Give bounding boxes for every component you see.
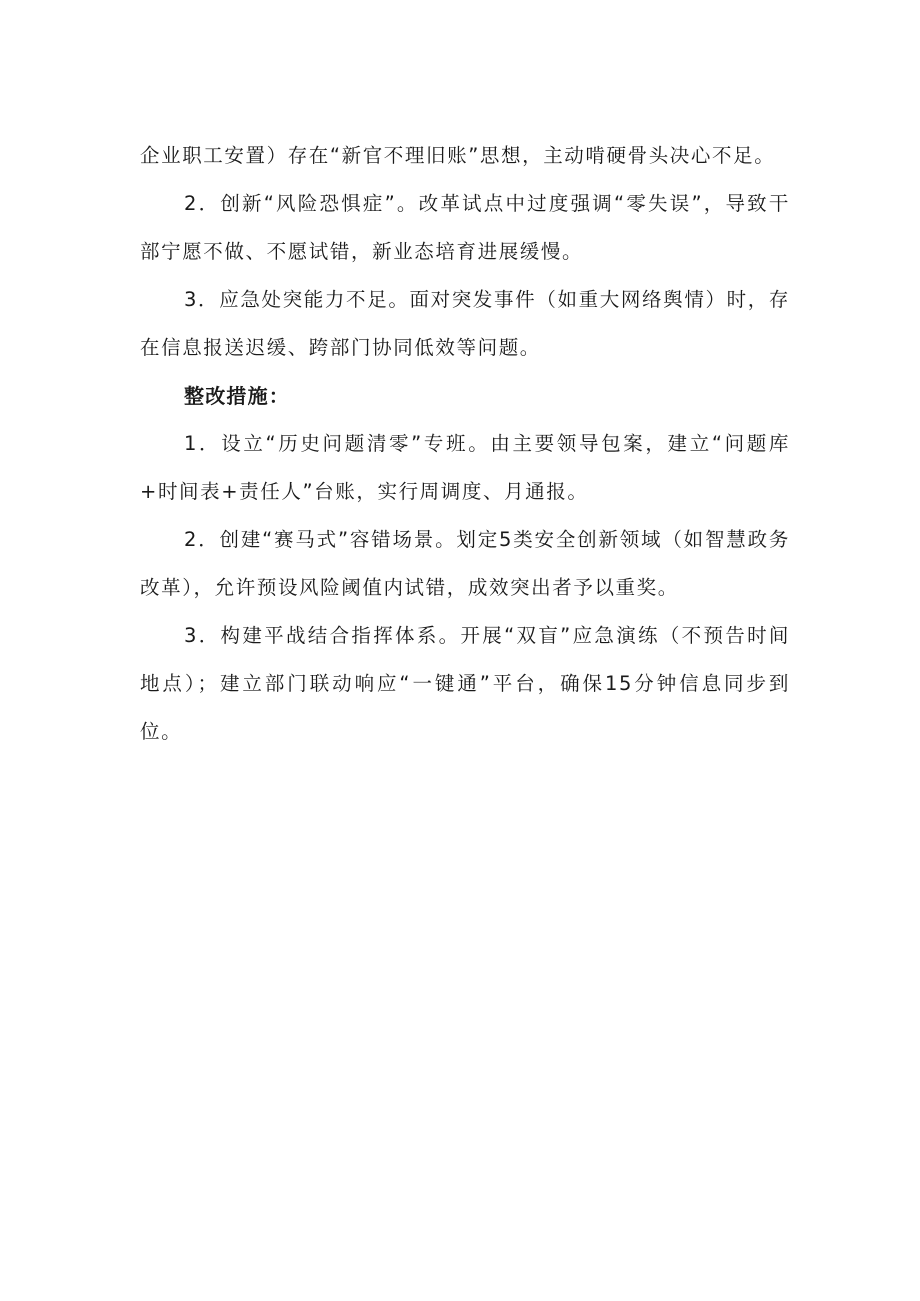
paragraph-problem-3: 3．应急处突能力不足。面对突发事件（如重大网络舆情）时，存在信息报送迟缓、跨部门协同低效等问题。 bbox=[140, 288, 790, 359]
paragraph-measure-1: 1．设立“历史问题清零”专班。由主要领导包案，建立“问题库+时间表+责任人”台账，实行周调度、月通报。 bbox=[140, 432, 790, 503]
paragraph-measure-3: 3．构建平战结合指挥体系。开展“双盲”应急演练（不预告时间地点）；建立部门联动响应“一键通”平台，确保15分钟信息同步到位。 bbox=[140, 624, 790, 743]
measures-heading: 整改措施： bbox=[184, 384, 290, 408]
paragraph-problem-continuation: 企业职工安置）存在“新官不理旧账”思想，主动啃硬骨头决心不足。 bbox=[140, 144, 776, 167]
document-body bbox=[140, 132, 790, 756]
paragraph-problem-2: 2．创新“风险恐惧症”。改革试点中过度强调“零失误”，导致干部宁愿不做、不愿试错，新业态培育进展缓慢。 bbox=[140, 192, 790, 263]
paragraph-measure-2: 2．创建“赛马式”容错场景。划定5类安全创新领域（如智慧政务改革），允许预设风险阈值内试错，成效突出者予以重奖。 bbox=[140, 528, 790, 599]
